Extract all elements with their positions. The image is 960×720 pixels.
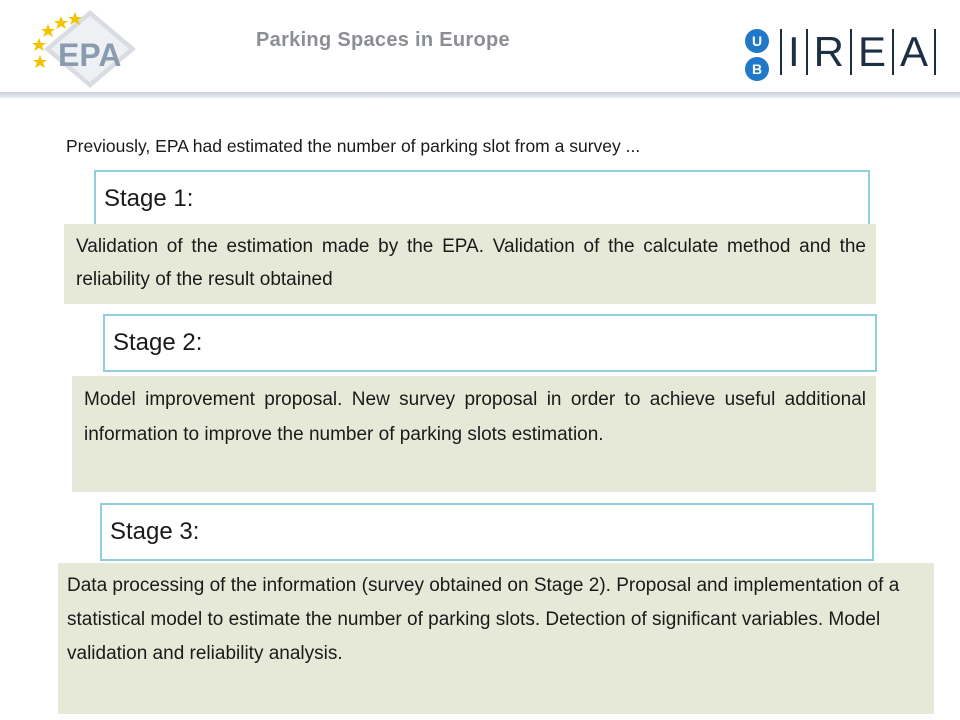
- stage-1-title: Stage 1:: [104, 185, 194, 212]
- stage-3-title: Stage 3:: [110, 518, 200, 545]
- header-divider: [0, 92, 960, 98]
- header-title: Parking Spaces in Europe: [256, 29, 510, 51]
- stage-2-description: Model improvement proposal. New survey proposal in order to achieve useful additional information to improve the number of parking slots estimation.: [72, 376, 876, 492]
- stage-1-description: Validation of the estimation made by the EPA. Validation of the calculate method and the reliability of the result obtained: [64, 224, 876, 304]
- irea-letter: I: [788, 28, 800, 75]
- irea-letter: E: [858, 28, 887, 75]
- slide-header: [0, 0, 960, 100]
- irea-letter: R: [813, 28, 845, 75]
- svg-text:EPA: EPA: [58, 37, 122, 73]
- intro-text: Previously, EPA had estimated the number of parking slot from a survey ...: [66, 136, 641, 156]
- epa-logo: [28, 6, 148, 92]
- irea-separator: [934, 29, 936, 75]
- stage-3-description: Data processing of the information (survey obtained on Stage 2). Proposal and implementation of a statistical model to estimate the number of parking slots. Detection of significant variables. Model validation and reliability analysis.: [58, 563, 934, 714]
- ub-logo: [742, 26, 772, 86]
- stage-1-title-box: [94, 170, 870, 232]
- irea-letter: A: [900, 28, 929, 75]
- stage-2-title-box: [103, 314, 877, 372]
- svg-text:U: U: [751, 33, 763, 49]
- stage-2-title: Stage 2:: [113, 329, 203, 356]
- stage-3-title-box: [100, 503, 874, 561]
- irea-logo: [780, 26, 936, 78]
- svg-text:B: B: [751, 61, 763, 77]
